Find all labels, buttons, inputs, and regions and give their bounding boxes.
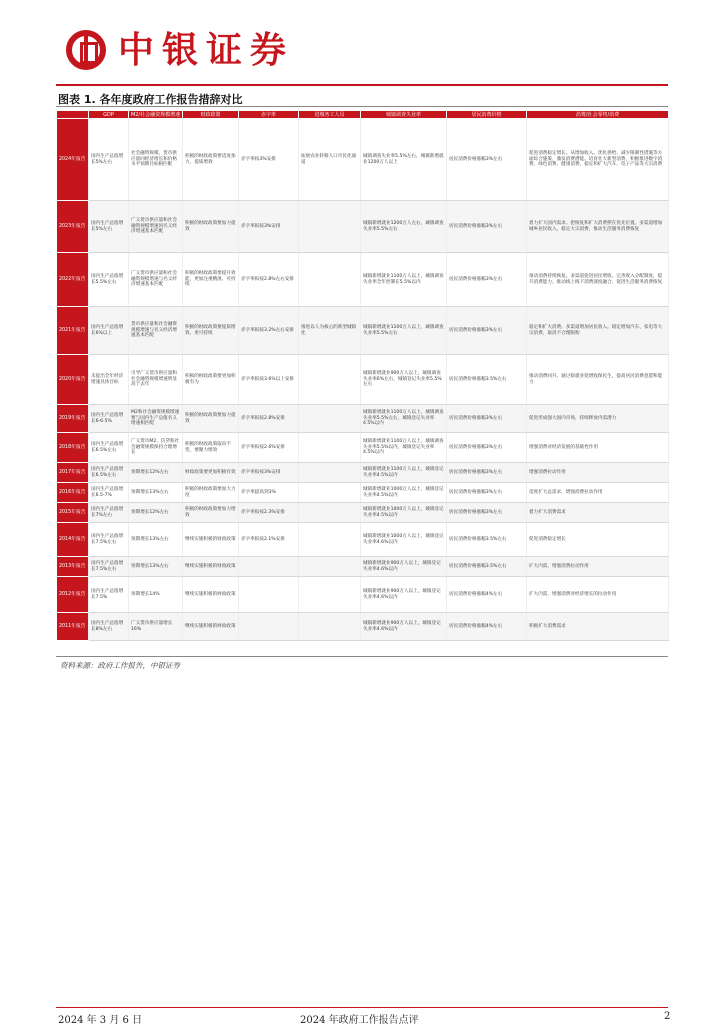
table-cell [299,355,361,405]
table-cell: 赤字率拟按3%安排 [239,201,299,253]
page-header [56,22,668,80]
table-cell: 国内生产总值增长7%左右 [89,503,129,523]
column-header: 赤字率 [239,111,299,119]
table-cell: 继续实施积极的财政政策 [183,523,239,557]
table-row [57,523,669,557]
table-cell: 居民消费价格涨幅3%左右 [447,463,527,483]
column-header: GDP [89,111,129,119]
table-cell: 推进以人为核心的新型城镇化 [299,307,361,355]
table-cell: 赤字率拟按3%安排 [239,463,299,483]
table-header-row [57,111,669,119]
table-cell: 居民消费价格涨幅3%左右 [447,253,527,307]
table-cell [299,523,361,557]
table-cell: 积极的财政政策要提质增效、更可持续 [183,307,239,355]
footer-divider [56,1007,668,1008]
table-cell: 赤字率拟按2.3%安排 [239,503,299,523]
table-cell: 国内生产总值增长5%左右 [89,119,129,201]
table-cell: 国内生产总值增长6.5-7% [89,483,129,503]
table-row [57,253,669,307]
table-cell: 居民消费价格涨幅3%左右 [447,503,527,523]
column-header: 财政政策 [183,111,239,119]
table-cell: 预期增长13%左右 [129,523,183,557]
header-divider [56,84,668,86]
table-cell [239,557,299,577]
column-header [57,111,89,119]
title-divider [56,106,668,107]
table-cell: 扩大内需，增强消费拉动作用 [527,557,669,577]
table-cell: 推动消费持续恢复。多渠道促进居民增收，完善收入分配制度，提升消费能力。推动线上线下消费深度融合，促进生活服务消费恢复 [527,253,669,307]
table-cell: 国内生产总值增长7.5%左右 [89,523,129,557]
table-cell: 城镇新增就业1000万人以上，城镇登记失业率4.5%以内 [361,483,447,503]
table-cell: 城镇新增就业1200万人左右，城镇调查失业率5.5%左右 [361,201,447,253]
column-header: 消费/社会零售/消费 [527,111,669,119]
row-year-label: 2021年报告 [57,307,89,355]
table-cell [299,503,361,523]
table-cell: 增强消费对经济发展的基础性作用 [527,433,669,463]
row-year-label: 2024年报告 [57,119,89,201]
table-cell: 积极的财政政策要更加积极有为 [183,355,239,405]
table-title: 图表 1. 各年度政府工作报告措辞对比 [58,93,243,106]
table-cell [299,463,361,483]
table-cell: 城镇新增就业1000万人以上，城镇登记失业率4.5%以内 [361,503,447,523]
table-cell [239,577,299,613]
column-header: 城镇调查失业率 [361,111,447,119]
table-cell [299,613,361,641]
table-cell: 扩大内需，增强消费对经济增长的拉动作用 [527,577,669,613]
table-cell: 国内生产总值增长8%左右 [89,613,129,641]
footer-title: 2024 年政府工作报告点评 [300,1015,419,1024]
table-cell: 居民消费价格涨幅3%左右 [447,119,527,201]
table-cell: 积极的财政政策要提升效能，更加注重精准、可持续 [183,253,239,307]
table-cell: 城镇新增就业1100万人以上，城镇调查失业率全年控制在5.5%以内 [361,253,447,307]
row-year-label: 2014年报告 [57,523,89,557]
table-row [57,503,669,523]
table-cell: 城镇新增就业1100万人以上，城镇调查失业率5.5%以内，城镇登记失业率4.5%以内 [361,433,447,463]
row-year-label: 2013年报告 [57,557,89,577]
table-cell: 居民消费价格涨幅3%左右 [447,307,527,355]
table-cell: 城镇新增就业900万人以上，城镇登记失业率4.6%以内 [361,613,447,641]
table-row [57,119,669,201]
table-cell: 居民消费价格涨幅3.5%左右 [447,557,527,577]
table-cell: 国内生产总值增长5.5%左右 [89,253,129,307]
table-cell: 居民消费价格涨幅3.5%左右 [447,523,527,557]
table-cell: 居民消费价格涨幅4%左右 [447,613,527,641]
table-cell: 城镇新增就业900万人以上，城镇登记失业率4.6%以内 [361,577,447,613]
row-year-label: 2015年报告 [57,503,89,523]
table-cell: 城镇新增就业900万人以上，城镇登记失业率4.6%以内 [361,557,447,577]
table-cell: 积极的财政政策要加大力度 [183,483,239,503]
table-cell: 促进消费稳定增长 [527,523,669,557]
table-cell: 居民消费价格涨幅4%左右 [447,577,527,613]
table-cell: 着力扩大国内需求。把恢复和扩大消费摆在优先位置。多渠道增加城乡居民收入，稳定大宗消费，推动生活服务消费恢复 [527,201,669,253]
table-cell: 城镇新增就业1100万人以上，城镇调查失业率5.5%左右，城镇登记失业率4.5%以内 [361,405,447,433]
table-row [57,577,669,613]
column-header: 进城务工人员 [299,111,361,119]
row-year-label: 2017年报告 [57,463,89,483]
column-header: 居民消费价格 [447,111,527,119]
row-year-label: 2023年报告 [57,201,89,253]
table-cell: 推动消费回升。通过稳就业促增收保民生，提高居民消费意愿和能力 [527,355,669,405]
table-row [57,463,669,483]
table-cell: 国内生产总值增长6.5%左右 [89,433,129,463]
table-cell: 赤字率拟按2.1%安排 [239,523,299,557]
table-cell: 继续实施积极的财政政策 [183,557,239,577]
table-cell: 居民消费价格涨幅3.5%左右 [447,355,527,405]
table-cell: 预期增长14% [129,577,183,613]
table-cell: 积极的财政政策取向不变，要聚力增效 [183,433,239,463]
row-year-label: 2020年报告 [57,355,89,405]
table-cell: 赤字率拟按3.6%以上安排 [239,355,299,405]
table-cell: 积极的财政政策要加力增效 [183,503,239,523]
table-cell: 国内生产总值增长6%以上 [89,307,129,355]
table-row [57,613,669,641]
table-cell: 居民消费价格涨幅3%左右 [447,201,527,253]
table-cell: 城镇新增就业1000万人以上，城镇登记失业率4.6%以内 [361,523,447,557]
table-cell: 广义货币M2、信贷和社会融资规模保持合理增长 [129,433,183,463]
table-cell: 预期增长13%左右 [129,483,183,503]
table-row [57,405,669,433]
page-number: 2 [664,1011,671,1022]
table-cell: 居民消费价格涨幅3%左右 [447,483,527,503]
table-row [57,201,669,253]
table-cell: 国内生产总值增长5%左右 [89,201,129,253]
table-cell: 引导广义货币供应量和社会融资规模增速明显高于去年 [129,355,183,405]
table-cell: 着力扩大消费需求 [527,503,669,523]
table-cell: 积极的财政政策要加力提效 [183,405,239,433]
source-note: 资料来源：政府工作报告，中银证券 [60,661,180,670]
row-year-label: 2012年报告 [57,577,89,613]
table-cell: 城镇新增就业900万人以上，城镇调查失业率6%左右，城镇登记失业率5.5%左右 [361,355,447,405]
table-cell: 积极的财政政策要加力提效 [183,201,239,253]
table-cell: 预期增长13%左右 [129,557,183,577]
row-year-label: 2022年报告 [57,253,89,307]
table-cell: 积极扩大消费需求 [527,613,669,641]
table-cell: 国内生产总值增长7.5%左右 [89,557,129,577]
table-row [57,483,669,503]
table-row [57,355,669,405]
table-cell: 赤字率拟按2.6%安排 [239,433,299,463]
report-comparison-table [56,110,669,641]
table-cell: 社会融资规模、货币供应量同经济增长和价格水平预期目标相匹配 [129,119,183,201]
bank-of-china-logo-icon [66,30,106,70]
table-cell [239,613,299,641]
table-cell [299,483,361,503]
table-cell: 赤字率提高到3% [239,483,299,503]
table-cell [299,201,361,253]
table-cell: 适度扩大总需求，增强消费拉动作用 [527,483,669,503]
table-cell [299,253,361,307]
table-cell: M2和社会融资规模增速要与国内生产总值名义增速相匹配 [129,405,183,433]
table-cell: 促进形成强大国内市场，持续释放内需潜力 [527,405,669,433]
row-year-label: 2019年报告 [57,405,89,433]
table-cell: 继续实施积极的财政政策 [183,613,239,641]
source-divider [56,656,668,657]
table-cell: 未提出全年经济增速具体目标 [89,355,129,405]
table-cell: 财政政策要更加积极有效 [183,463,239,483]
table-cell [299,557,361,577]
row-year-label: 2016年报告 [57,483,89,503]
table-cell: 增强消费拉动作用 [527,463,669,483]
table-cell: 货币供应量和社会融资规模增速与名义经济增速基本匹配 [129,307,183,355]
table-cell: 预期增长12%左右 [129,503,183,523]
table-cell: 国内生产总值增长7.5% [89,577,129,613]
table-cell [299,433,361,463]
table-row [57,557,669,577]
table-cell: 国内生产总值增长6-6.5% [89,405,129,433]
table-cell: 赤字率拟按3.2%左右安排 [239,307,299,355]
table-cell: 拓展农业转移人口市民化通道 [299,119,361,201]
table-cell: 城镇新增就业1100万人以上，城镇调查失业率5.5%左右 [361,307,447,355]
table-cell: 居民消费价格涨幅3%左右 [447,433,527,463]
table-cell: 继续实施积极的财政政策 [183,577,239,613]
table-cell: 赤字率拟按2.8%左右安排 [239,253,299,307]
table-cell: 广义货币供应量和社会融资规模增速同名义经济增速基本匹配 [129,201,183,253]
table-cell: 广义货币供应量和社会融资规模增速与名义经济增速基本匹配 [129,253,183,307]
table-cell: 预期增长12%左右 [129,463,183,483]
table-cell: 城镇新增就业1100万人以上，城镇登记失业率4.5%以内 [361,463,447,483]
table-cell: 国内生产总值增长6.5%左右 [89,463,129,483]
table-cell: 居民消费价格涨幅3%左右 [447,405,527,433]
table-cell: 稳定和扩大消费。多渠道增加居民收入。稳定增加汽车、家电等大宗消费，取消不合理限购 [527,307,669,355]
table-row [57,433,669,463]
table-cell [299,577,361,613]
table-cell: 促进消费稳定增长。从增加收入、优化供给、减少限制性措施等方面综合施策，激发消费潜能。培育壮大新型消费，积极推进数字消费、绿色消费、健康消费，稳定和扩大汽车、电子产品等大宗消费 [527,119,669,201]
footer-date: 2024 年 3 月 6 日 [58,1015,143,1024]
table-cell: 赤字率按3%安排 [239,119,299,201]
row-year-label: 2011年报告 [57,613,89,641]
table-row [57,307,669,355]
table-cell: 积极的财政政策要适度加力、提质增效 [183,119,239,201]
row-year-label: 2018年报告 [57,433,89,463]
table-cell [299,405,361,433]
table-cell: 赤字率拟按2.8%安排 [239,405,299,433]
table-cell: 城镇调查失业率5.5%左右，城镇新增就业1200万人以上 [361,119,447,201]
table-cell: 广义货币供应量增长16% [129,613,183,641]
column-header: M2/社会融资规模增速 [129,111,183,119]
brand-name: 中银证券 [118,29,295,71]
